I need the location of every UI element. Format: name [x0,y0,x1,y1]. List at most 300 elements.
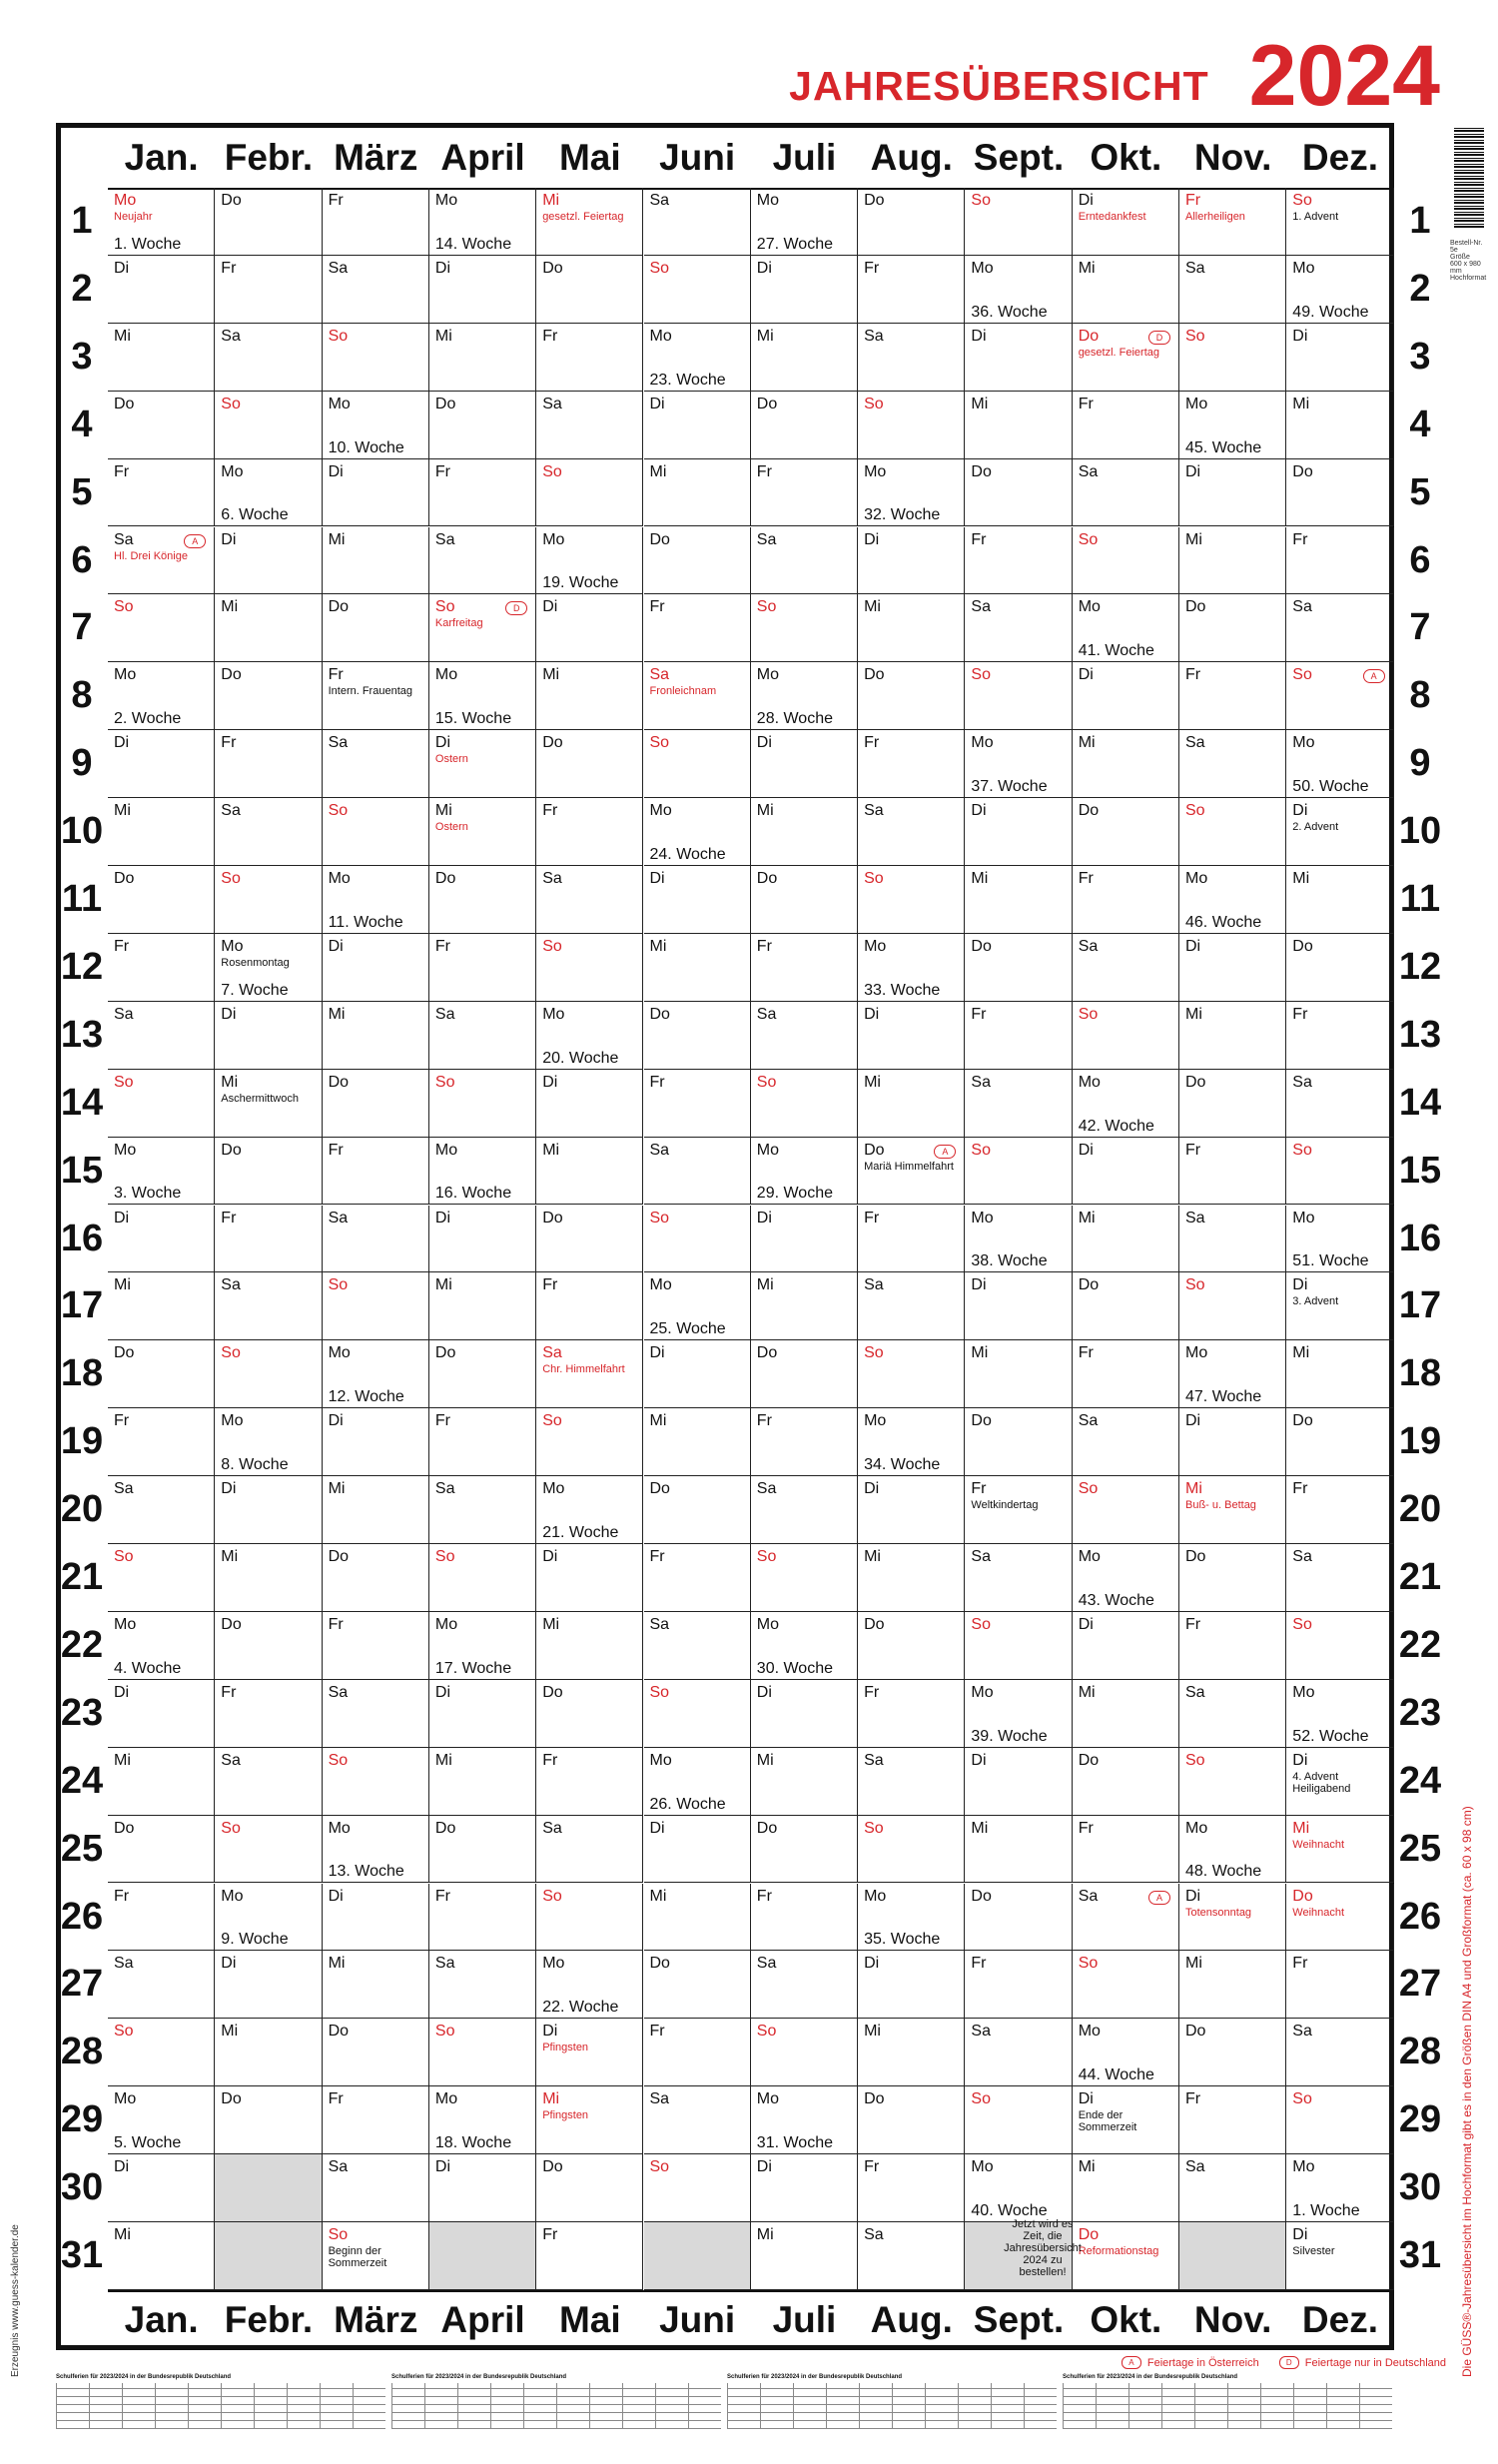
weekday-label: Mo [114,192,137,209]
day-cell [429,392,536,459]
weekday-label: Fr [756,462,772,480]
weekday-label: Mo [221,1887,244,1905]
day-number-left: 12 [60,945,104,988]
weekday-label: Mo [328,1344,351,1362]
weekday-label: Mo [542,530,565,548]
day-cell [429,1816,536,1884]
weekday-label: Sa [114,530,134,548]
weekday-label: Mi [756,2226,774,2243]
weekday-label: Mi [328,1955,346,1973]
weekday-label: So [114,1073,134,1091]
holiday-label: 1. Advent [1292,211,1339,223]
day-number-right: 20 [1398,1488,1442,1531]
weekday-label: Sa [542,395,562,412]
day-cell [1073,1272,1179,1340]
holiday-label: Fronleichnam [649,685,717,698]
day-cell [1179,1340,1286,1408]
weekday-label: Mo [864,1887,887,1905]
day-cell [1286,1544,1393,1612]
weekday-label: So [649,2158,670,2176]
day-cell [323,1884,429,1952]
day-cell [1073,256,1179,324]
week-number: 20. Woche [542,1049,619,1067]
weekday-label: Sa [221,327,241,345]
day-cell [1073,730,1179,798]
day-number-left: 29 [60,2098,104,2141]
day-cell [1286,392,1393,459]
day-cell [1286,1884,1393,1952]
weekday-label: Do [649,1955,670,1973]
weekday-label: So [1078,1480,1099,1498]
promo-text: Jetzt wird es Zeit, die Jahresübersicht 2024 zu bestellen! [1004,2218,1082,2278]
week-number: 1. Woche [114,235,182,253]
day-cell [429,1408,536,1476]
weekday-label: So [114,1548,134,1565]
day-cell [1286,866,1393,934]
weekday-label: Mo [434,192,458,209]
day-cell [858,2019,965,2086]
day-cell [965,730,1072,798]
day-cell [536,1070,643,1138]
weekday-label: Sa [864,2226,884,2243]
day-number-right: 14 [1398,1081,1442,1124]
day-cell [751,1544,858,1612]
day-cell [751,188,858,256]
day-cell [644,1206,751,1273]
week-number: 14. Woche [434,235,512,253]
weekday-label: Mo [434,666,458,684]
weekday-label: Mo [1292,1209,1315,1227]
day-cell [965,1544,1072,1612]
calendar-title: JAHRESÜBERSICHT [789,63,1209,109]
weekday-label: Mo [221,462,244,480]
weekday-label: Mo [756,2090,780,2108]
day-number-right: 24 [1398,1759,1442,1802]
weekday-label: Di [971,1751,987,1769]
weekday-label: Mo [1078,598,1101,616]
weekday-label: So [1185,802,1205,820]
holiday-label: Silvester [1292,2245,1335,2257]
weekday-label: Mo [221,937,244,955]
day-cell [751,2086,858,2154]
day-cell [323,1272,429,1340]
weekday-label: Mi [328,530,346,548]
day-cell [1179,2222,1286,2290]
day-cell [215,1680,322,1748]
day-cell [1179,662,1286,730]
side-info-right: Die GÜSS®-Jahresübersicht im Hochformat gibt es in den Größen DIN A4 und Großformat (ca. 60 x 98 cm) [1460,1806,1474,2377]
weekday-label: Di [1185,1887,1201,1905]
day-cell [644,2222,751,2290]
weekday-label: So [1078,530,1099,548]
day-cell [1073,1544,1179,1612]
day-cell [965,1070,1072,1138]
day-cell [108,1951,215,2019]
day-cell [323,2019,429,2086]
day-cell [429,1138,536,1206]
day-number-left: 14 [60,1081,104,1124]
day-cell [1073,1884,1179,1952]
holiday-label: 2. Advent [1292,821,1339,834]
weekday-label: Di [114,1209,130,1227]
day-cell [1179,1138,1286,1206]
week-number: 41. Woche [1078,642,1154,660]
day-cell [1286,256,1393,324]
day-cell [644,2154,751,2222]
weekday-label: So [328,327,349,345]
day-cell [644,2086,751,2154]
day-cell [215,392,322,459]
day-cell [1073,934,1179,1002]
day-cell [1286,934,1393,1002]
weekday-label: Mi [971,870,989,887]
day-cell [1073,1680,1179,1748]
weekday-label: Mo [1292,2158,1315,2176]
day-cell [751,1272,858,1340]
weekday-label: Do [434,1819,456,1837]
weekday-label: Sa [649,1141,670,1159]
day-number-left: 25 [60,1827,104,1870]
weekday-label: Sa [542,870,562,887]
weekday-label: Sa [1185,1209,1205,1227]
weekday-label: Fr [1078,1819,1094,1837]
weekday-label: Sa [1078,1887,1099,1905]
day-cell [644,1070,751,1138]
weekday-label: Mo [1078,1073,1101,1091]
weekday-label: Fr [221,259,237,277]
day-cell [751,2222,858,2290]
footer-divider [108,2290,1394,2292]
weekday-label: Mi [434,1751,452,1769]
day-number-right: 2 [1409,267,1431,310]
holiday-table-lines [56,2383,385,2429]
legend [1122,2356,1446,2369]
day-number-right: 25 [1398,1827,1442,1870]
day-cell [1286,2019,1393,2086]
day-cell [1286,1002,1393,1070]
day-cell [429,2019,536,2086]
barcode-icon [1454,128,1484,228]
weekday-label: Mo [114,1615,137,1633]
day-cell [108,324,215,392]
weekday-label: Do [864,1141,885,1159]
day-number-right: 10 [1398,810,1442,853]
day-cell [1073,2222,1179,2290]
day-cell [215,798,322,866]
day-cell [536,1272,643,1340]
weekday-label: Fr [434,937,450,955]
weekday-label: So [864,395,884,412]
day-cell [965,2019,1072,2086]
weekday-label: So [542,1412,562,1430]
day-cell [1073,392,1179,459]
day-cell [429,1951,536,2019]
weekday-label: Mi [756,802,774,820]
day-number-right: 21 [1398,1556,1442,1598]
weekday-label: Di [649,870,665,887]
day-cell [751,730,858,798]
weekday-label: Mi [971,1819,989,1837]
day-cell [429,1476,536,1544]
weekday-label: Di [1078,1141,1094,1159]
day-cell [215,1272,322,1340]
weekday-label: Di [328,937,344,955]
weekday-label: Fr [1185,1615,1201,1633]
day-cell [215,1340,322,1408]
holiday-flag-icon: A [1148,1891,1170,1905]
day-cell [215,594,322,662]
weekday-label: Mo [328,870,351,887]
weekday-label: Mi [864,1073,881,1091]
day-cell [215,1206,322,1273]
day-number-right: 22 [1398,1623,1442,1666]
weekday-label: Di [1292,327,1308,345]
calendar-header [789,28,1440,124]
weekday-label: Mi [542,1141,560,1159]
week-number: 29. Woche [756,1185,833,1203]
weekday-label: Di [328,462,344,480]
day-cell [215,1748,322,1816]
weekday-label: Do [434,870,456,887]
weekday-label: Sa [1078,937,1099,955]
weekday-label: Di [864,530,880,548]
holiday-label: gesetzl. Feiertag [542,211,624,223]
day-cell [644,527,751,595]
day-cell [751,1680,858,1748]
weekday-label: Do [971,937,992,955]
weekday-label: So [756,1548,777,1565]
day-cell [323,1408,429,1476]
day-cell [429,1748,536,1816]
day-cell [1286,324,1393,392]
weekday-label: Fr [542,802,558,820]
day-cell [751,934,858,1002]
day-cell [429,594,536,662]
weekday-label: Fr [1292,1005,1308,1023]
holiday-flag-icon: A [1363,669,1385,683]
day-cell [215,2019,322,2086]
weekday-label: Do [971,1412,992,1430]
day-cell [1179,392,1286,459]
day-cell [215,256,322,324]
day-cell [323,324,429,392]
weekday-label: Di [542,1548,558,1565]
day-cell [858,1408,965,1476]
weekday-label: Fr [328,1141,344,1159]
week-number: 9. Woche [221,1931,289,1949]
weekday-label: Di [542,1073,558,1091]
weekday-label: Mo [1292,734,1315,752]
weekday-label: Do [1078,2226,1100,2243]
weekday-label: Fr [221,1209,237,1227]
weekday-label: Mo [1185,395,1208,412]
weekday-label: Fr [542,1751,558,1769]
holiday-label: Beginn der Sommerzeit [328,2245,387,2269]
day-cell [323,459,429,527]
day-cell [858,1816,965,1884]
day-number-right: 27 [1398,1963,1442,2006]
day-cell [858,2086,965,2154]
day-cell [323,1476,429,1544]
weekday-label: Mi [1185,1005,1202,1023]
holiday-table-title: Schulferien für 2023/2024 in der Bundesrepublik Deutschland [391,2374,567,2380]
day-cell [323,392,429,459]
week-number: 10. Woche [328,438,404,456]
day-cell [429,1002,536,1070]
day-cell [1073,459,1179,527]
day-cell [1073,2086,1179,2154]
day-cell [215,188,322,256]
day-cell [323,1748,429,1816]
weekday-label: Mi [1292,395,1310,412]
month-header: April [440,137,525,178]
day-cell [536,866,643,934]
weekday-label: So [434,1548,455,1565]
weekday-label: Mi [542,2090,560,2108]
weekday-label: Mi [1185,1955,1202,1973]
day-cell [1073,1138,1179,1206]
weekday-label: Di [971,327,987,345]
weekday-label: Di [542,598,558,616]
weekday-label: So [756,598,777,616]
weekday-label: Mi [649,937,667,955]
weekday-label: Di [864,1480,880,1498]
day-cell [215,2086,322,2154]
weekday-label: Mo [434,1141,458,1159]
week-number: 23. Woche [649,371,726,389]
holiday-label: Pfingsten [542,2042,589,2054]
weekday-label: Mi [1292,870,1310,887]
weekday-label: Mo [971,259,994,277]
day-cell [536,1951,643,2019]
day-cell [429,1070,536,1138]
day-cell [965,1884,1072,1952]
day-number-right: 3 [1409,335,1431,378]
legend-austria-label: Feiertage in Österreich [1146,2356,1259,2369]
weekday-label: Do [542,1209,563,1227]
day-cell [108,1884,215,1952]
day-cell [536,1748,643,1816]
weekday-label: Fr [434,1412,450,1430]
day-number-left: 22 [60,1623,104,1666]
day-cell [1286,1748,1393,1816]
holiday-flag-icon: A [184,534,206,548]
weekday-label: Fr [114,1887,130,1905]
day-cell [108,1544,215,1612]
holiday-table-lines [391,2383,721,2429]
weekday-label: Mi [434,327,452,345]
week-number: 18. Woche [434,2134,512,2152]
weekday-label: Sa [1078,462,1099,480]
day-cell [215,1138,322,1206]
day-cell [965,188,1072,256]
weekday-label: So [649,1683,670,1701]
holiday-table-lines [1063,2383,1392,2429]
weekday-label: Di [649,1344,665,1362]
holiday-label: Erntedankfest [1078,211,1146,223]
weekday-label: Sa [649,1615,670,1633]
day-cell [644,662,751,730]
week-number: 19. Woche [542,574,619,592]
holiday-label: gesetzl. Feiertag [1078,346,1160,359]
day-cell [751,324,858,392]
weekday-label: So [1292,1141,1312,1159]
weekday-label: Mo [756,666,780,684]
weekday-label: Sa [864,802,884,820]
weekday-label: Mo [328,1819,351,1837]
day-cell [108,1206,215,1273]
day-number-left: 15 [60,1149,104,1192]
weekday-label: Di [114,1683,130,1701]
weekday-label: Fr [756,1887,772,1905]
weekday-label: Di [1078,192,1094,209]
day-number-left: 19 [60,1420,104,1463]
weekday-label: Do [542,1683,563,1701]
weekday-label: Do [649,530,670,548]
day-cell [108,2019,215,2086]
weekday-label: Fr [328,666,344,684]
day-cell [751,1002,858,1070]
holiday-flag-icon: A [934,1145,956,1159]
day-cell [536,324,643,392]
day-cell [1286,1951,1393,2019]
day-number-right: 4 [1409,403,1431,445]
weekday-label: Sa [328,2158,349,2176]
day-cell [1286,1612,1393,1680]
day-number-right: 7 [1409,606,1431,649]
weekday-label: Mo [1292,1683,1315,1701]
day-cell [1179,1408,1286,1476]
day-number-right: 11 [1399,878,1441,920]
weekday-label: Sa [864,327,884,345]
weekday-label: Sa [434,530,455,548]
week-number: 2. Woche [114,710,182,728]
day-number-left: 13 [60,1013,104,1056]
weekday-label: Mo [649,802,672,820]
weekday-label: Di [221,1480,237,1498]
day-cell [536,1002,643,1070]
day-cell [215,1002,322,1070]
day-cell [215,1951,322,2019]
holiday-table-block [391,2374,721,2434]
day-cell [644,1340,751,1408]
day-cell [1286,2154,1393,2222]
weekday-label: So [1292,666,1312,684]
day-cell [429,1272,536,1340]
day-cell [429,1206,536,1273]
day-cell [323,2154,429,2222]
day-number-left: 23 [60,1691,104,1734]
weekday-label: Mi [864,1548,881,1565]
weekday-label: Mi [1292,1819,1310,1837]
weekday-label: Fr [971,1480,987,1498]
weekday-label: Mo [328,395,351,412]
holiday-label: Chr. Himmelfahrt [542,1363,625,1376]
weekday-label: Sa [221,802,241,820]
day-cell [108,527,215,595]
day-cell [429,1340,536,1408]
weekday-label: So [756,2023,777,2041]
day-cell [323,662,429,730]
day-cell [429,1884,536,1952]
day-cell [536,2086,643,2154]
week-number: 32. Woche [864,506,941,524]
weekday-label: Di [114,259,130,277]
day-cell [644,594,751,662]
weekday-label: Mi [1078,734,1096,752]
weekday-label: Do [542,2158,563,2176]
weekday-label: Di [971,802,987,820]
